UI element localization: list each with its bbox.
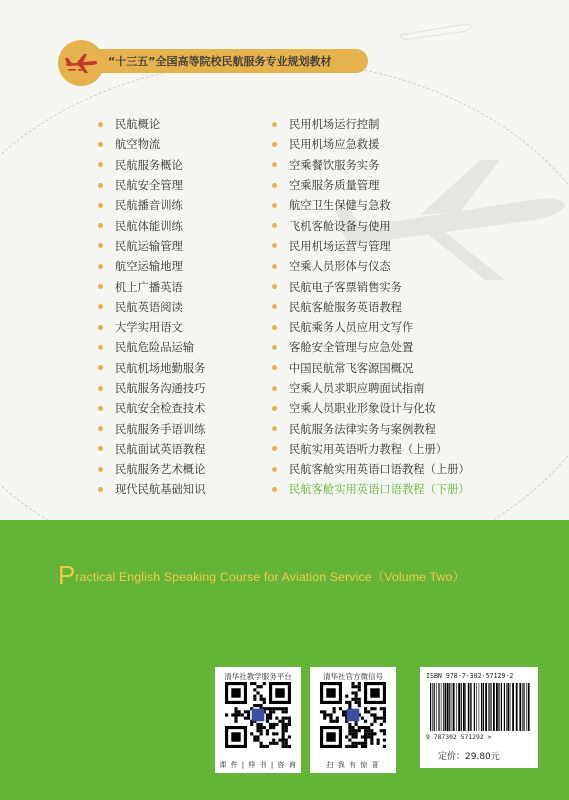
book-title: 民用机场运营与管理	[289, 239, 391, 253]
book-list-item	[272, 398, 470, 418]
book-list-item	[272, 358, 470, 378]
book-list-item	[98, 479, 205, 499]
book-list-item	[272, 236, 470, 256]
book-list-item	[272, 479, 470, 499]
qr-card-wechat[interactable]	[310, 667, 396, 773]
book-list-item	[98, 418, 205, 438]
book-title: 民航实用英语听力教程（上册）	[289, 442, 448, 456]
bullet-dot-icon	[272, 406, 277, 411]
qr-top-label: 清华社教学服务平台	[224, 672, 292, 681]
book-list-item	[98, 155, 205, 175]
bullet-dot-icon	[272, 243, 277, 248]
series-label: “十三五”全国高等院校民航服务专业规划教材	[108, 55, 332, 68]
book-title: 民航体能训练	[115, 219, 183, 233]
qr-top-label: 清华社官方微信号	[323, 672, 383, 681]
bullet-dot-icon	[98, 183, 103, 188]
book-title: 民航客舱实用英语口语教程（上册）	[289, 463, 470, 477]
bullet-dot-icon	[98, 142, 103, 147]
book-list-item	[272, 337, 470, 357]
book-list-item	[272, 276, 470, 296]
bullet-dot-icon	[98, 162, 103, 167]
book-title: 民航机场地勤服务	[115, 361, 206, 375]
book-title: 航空卫生保健与急救	[289, 199, 391, 213]
book-title: 民航安全管理	[115, 179, 183, 193]
bullet-dot-icon	[98, 386, 103, 391]
book-title: 民航面试英语教程	[115, 442, 206, 456]
book-list-item	[272, 175, 470, 195]
book-title: 中国民航常飞客源国概况	[289, 361, 414, 375]
book-title: 民航播音训练	[115, 199, 183, 213]
isbn-label: ISBN 978-7-302-57129-2	[426, 672, 514, 680]
badge-circle	[58, 40, 104, 86]
book-title: 民航客舱实用英语口语教程（下册）	[289, 483, 470, 497]
bullet-dot-icon	[272, 284, 277, 289]
book-list-item	[98, 215, 205, 235]
book-list-item	[98, 175, 205, 195]
book-title: 民航服务法律实务与案例教程	[289, 422, 436, 436]
book-list-item	[98, 276, 205, 296]
bullet-dot-icon	[272, 162, 277, 167]
airplane-outline-icon	[395, 10, 475, 50]
book-list-item	[98, 317, 205, 337]
book-list-item	[98, 297, 205, 317]
book-title: 航空物流	[115, 138, 161, 152]
book-list-item	[98, 459, 205, 479]
book-title: 民航英语阅读	[115, 300, 183, 314]
english-title	[58, 560, 465, 591]
bullet-dot-icon	[272, 365, 277, 370]
series-badge	[56, 40, 370, 82]
qr-bottom-label: 扫 我 有 惊 喜	[326, 761, 380, 769]
barcode-icon	[428, 683, 530, 731]
book-title: 民用机场应急救援	[289, 138, 380, 152]
bullet-dot-icon	[98, 284, 103, 289]
bullet-dot-icon	[272, 183, 277, 188]
book-list-item	[98, 114, 205, 134]
book-title: 民航服务手语训练	[115, 422, 206, 436]
book-list-item	[98, 398, 205, 418]
book-list-item	[272, 439, 470, 459]
book-list-item	[272, 378, 470, 398]
bullet-dot-icon	[98, 264, 103, 269]
bullet-dot-icon	[272, 446, 277, 451]
book-title: 现代民航基础知识	[115, 483, 206, 497]
book-list-item	[272, 195, 470, 215]
isbn-barcode-card	[420, 667, 538, 768]
bullet-dot-icon	[272, 345, 277, 350]
book-list-item	[98, 256, 205, 276]
book-title: 民航安全检查技术	[115, 402, 206, 416]
bullet-dot-icon	[272, 264, 277, 269]
book-list-item	[272, 317, 470, 337]
cover-bottom-band	[0, 520, 569, 800]
book-title: 机上广播英语	[115, 280, 183, 294]
qr-bottom-label: 课 件 | 样 书 | 咨 询	[219, 761, 297, 769]
book-list-item	[98, 439, 205, 459]
bullet-dot-icon	[272, 325, 277, 330]
book-title: 航空运输地理	[115, 260, 183, 274]
book-list-item	[98, 358, 205, 378]
bullet-dot-icon	[98, 122, 103, 127]
bullet-dot-icon	[98, 304, 103, 309]
bullet-dot-icon	[98, 345, 103, 350]
qr-code-icon	[320, 682, 386, 748]
book-title: 民航危险品运输	[115, 341, 195, 355]
book-list-item	[98, 236, 205, 256]
book-title: 民航概论	[115, 118, 161, 132]
bullet-dot-icon	[272, 122, 277, 127]
book-list-item	[98, 134, 205, 154]
book-list-item	[272, 418, 470, 438]
bullet-dot-icon	[98, 223, 103, 228]
book-list-item	[98, 378, 205, 398]
price-label: 定价：29.80元	[438, 752, 500, 762]
bullet-dot-icon	[98, 203, 103, 208]
book-title: 空乘人员形体与仪态	[289, 260, 391, 274]
book-list-item	[272, 256, 470, 276]
book-title: 客舱安全管理与应急处置	[289, 341, 414, 355]
book-list-right-column	[272, 114, 470, 500]
book-list-item	[272, 155, 470, 175]
book-title: 空乘服务质量管理	[289, 179, 380, 193]
book-list-item	[98, 337, 205, 357]
bullet-dot-icon	[98, 446, 103, 451]
bullet-dot-icon	[98, 426, 103, 431]
book-list-item	[272, 215, 470, 235]
airplane-icon	[64, 52, 98, 74]
book-list-item	[98, 195, 205, 215]
book-title: 空乘餐饮服务实务	[289, 158, 380, 172]
book-title: 民用机场运行控制	[289, 118, 380, 132]
book-title: 民航服务沟通技巧	[115, 382, 206, 395]
book-list-left-column	[98, 114, 205, 500]
book-list-item	[272, 114, 470, 134]
bullet-dot-icon	[272, 142, 277, 147]
qr-code-icon	[225, 682, 291, 748]
book-title: 民航运输管理	[115, 239, 183, 253]
title-rest: ractical English Speaking Course for Aviation Service（Volume Two）	[75, 570, 465, 584]
bullet-dot-icon	[98, 243, 103, 248]
book-title: 民航乘务人员应用文写作	[289, 321, 414, 335]
bullet-dot-icon	[272, 487, 277, 492]
bullet-dot-icon	[272, 426, 277, 431]
bullet-dot-icon	[272, 223, 277, 228]
bullet-dot-icon	[98, 365, 103, 370]
book-title: 民航服务概论	[115, 158, 183, 172]
book-list-item	[272, 297, 470, 317]
title-first-letter: P	[58, 560, 76, 590]
book-title: 空乘人员职业形象设计与化妆	[289, 402, 436, 416]
bullet-dot-icon	[272, 467, 277, 472]
bullet-dot-icon	[272, 304, 277, 309]
bullet-dot-icon	[272, 203, 277, 208]
book-title: 民航客舱服务英语教程	[289, 300, 402, 314]
book-title: 飞机客舱设备与使用	[289, 219, 391, 233]
book-title: 民航服务艺术概论	[115, 463, 206, 477]
book-list-item	[272, 134, 470, 154]
qr-card-teaching-platform[interactable]	[215, 667, 301, 773]
barcode-digits: 9 787302 571292 >	[426, 733, 492, 741]
bullet-dot-icon	[272, 386, 277, 391]
bullet-dot-icon	[98, 406, 103, 411]
bullet-dot-icon	[98, 467, 103, 472]
bullet-dot-icon	[98, 487, 103, 492]
book-title: 空乘人员求职应聘面试指南	[289, 382, 425, 395]
bullet-dot-icon	[98, 325, 103, 330]
book-title: 大学实用语文	[115, 321, 183, 335]
book-list-item	[272, 459, 470, 479]
book-title: 民航电子客票销售实务	[289, 280, 402, 294]
